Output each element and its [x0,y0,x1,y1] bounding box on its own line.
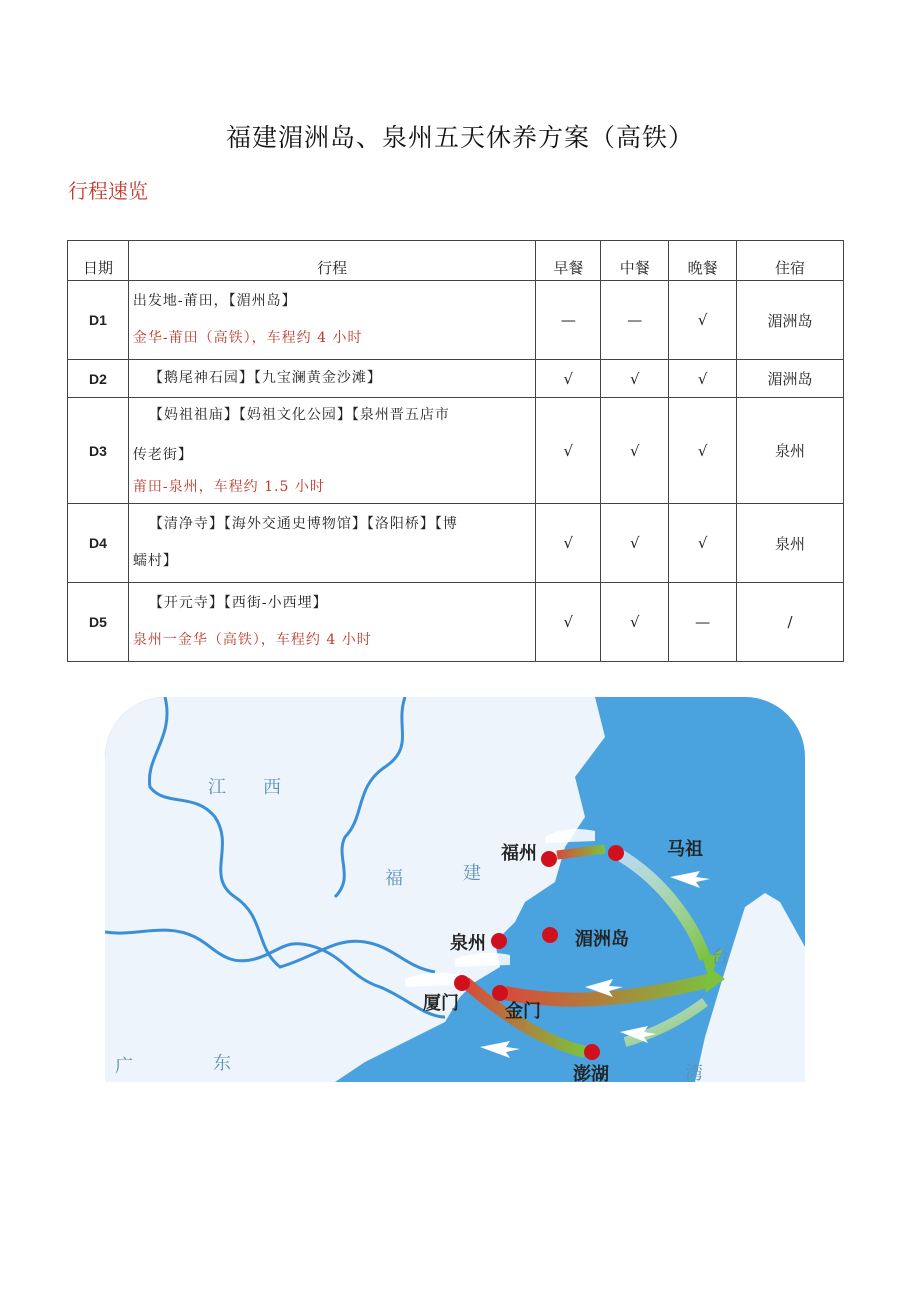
day-cell: D4 [68,504,129,583]
region-label-fujian: 福 [385,868,403,889]
transport-line: 泉州一金华（高铁），车程约 4 小时 [132,632,372,648]
breakfast-cell: — [536,281,601,360]
route-line: 【妈祖祖庙】【妈祖文化公园】【泉州晋五店市 [148,406,450,423]
page-title: 福建湄洲岛、泉州五天休养方案（高铁） [225,123,694,152]
route-line: 【鹅尾神石园】【九宝澜黄金沙滩】 [148,370,382,386]
region-label-jiangxi: 西 [263,777,281,798]
dinner-cell: √ [669,398,737,504]
route-cell [128,583,535,662]
route-arrow [557,849,605,855]
xiamen-marker [454,975,470,991]
itinerary-table [67,240,844,662]
mazu-marker [608,845,624,861]
transport-line: 莆田-泉州，车程约 1.5 小时 [132,478,325,495]
region-label-taiwan: 台 [711,947,729,968]
lodging-cell: 湄洲岛 [737,281,844,360]
day-cell: D3 [68,398,129,504]
header-breakfast: 早餐 [536,241,601,281]
breakfast-cell: √ [536,583,601,662]
route-line: 蠕村】 [132,553,178,569]
table-header-row [68,241,844,281]
route-cell [128,398,535,504]
quanzhou-marker [491,933,507,949]
header-itinerary: 行程 [128,241,535,281]
table-row [68,281,844,360]
lunch-cell: √ [601,504,669,583]
header-date: 日期 [68,241,129,281]
route-line: 【清净寺】【海外交通史博物馆】【洛阳桥】【博 [148,516,458,532]
lunch-cell: √ [601,583,669,662]
table-row [68,360,844,398]
route-cell [128,281,535,360]
route-line: 【开元寺】【西街-小西埋】 [148,595,328,611]
table-row [68,398,844,504]
region-label-fujian: 建 [463,863,481,884]
route-line: 出发地-莆田，【湄州岛】 [132,293,297,309]
lodging-cell: / [737,583,844,662]
transport-line: 金华-莆田（高铁），车程约 4 小时 [132,330,363,346]
lodging-cell: 泉州 [737,504,844,583]
region-label-jiangxi: 江 [208,777,226,798]
header-lunch: 中餐 [601,241,669,281]
route-map [105,697,805,1082]
penghu-marker [584,1044,600,1060]
lodging-cell: 泉州 [737,398,844,504]
city-label-mazu: 马祖 [667,839,703,860]
dinner-cell: √ [669,360,737,398]
region-label-bay: 湾 [685,1063,703,1082]
route-cell [128,504,535,583]
header-dinner: 晚餐 [669,241,737,281]
route-line: 传老街】 [132,446,193,463]
dinner-cell: √ [669,504,737,583]
table-row [68,583,844,662]
city-label-meizhou: 湄洲岛 [575,929,629,950]
day-cell: D2 [68,360,129,398]
region-label-guangdong: 东 [213,1053,231,1074]
meizhou-marker [542,927,558,943]
dinner-cell: √ [669,281,737,360]
city-label-xiamen: 厦门 [423,993,459,1014]
table-row [68,504,844,583]
dinner-cell: — [669,583,737,662]
breakfast-cell: √ [536,504,601,583]
city-label-quanzhou: 泉州 [450,933,486,954]
lunch-cell: √ [601,398,669,504]
region-label-guangdong: 广 [115,1056,133,1077]
fuzhou-marker [541,851,557,867]
city-label-fuzhou: 福州 [501,843,537,864]
route-cell [128,360,535,398]
jinmen-marker [492,985,508,1001]
city-label-penghu: 澎湖 [573,1064,609,1082]
header-lodging: 住宿 [737,241,844,281]
section-title: 行程速览 [68,179,148,203]
lunch-cell: √ [601,360,669,398]
city-label-jinmen: 金门 [505,1001,541,1022]
breakfast-cell: √ [536,360,601,398]
breakfast-cell: √ [536,398,601,504]
day-cell: D5 [68,583,129,662]
lodging-cell: 湄洲岛 [737,360,844,398]
day-cell: D1 [68,281,129,360]
lunch-cell: — [601,281,669,360]
